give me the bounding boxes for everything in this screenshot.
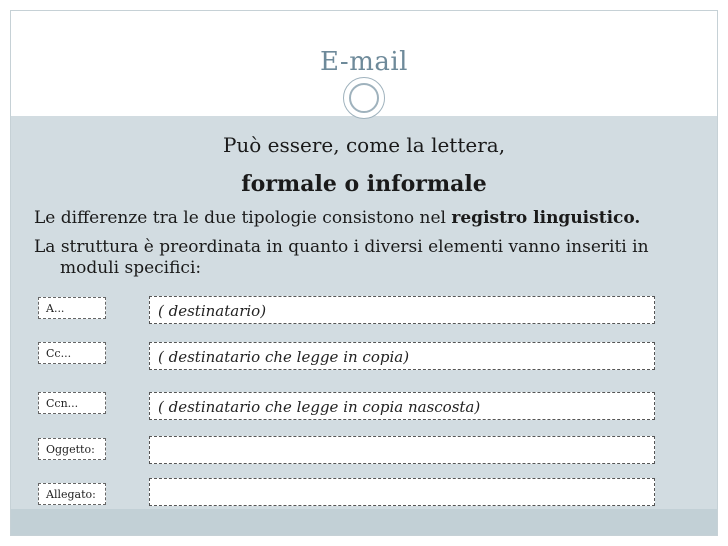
circle-ornament-icon <box>343 77 385 119</box>
label-oggetto: Oggetto: <box>38 438 106 460</box>
label-cc: Cc... <box>38 342 106 364</box>
label-ccn: Ccn... <box>38 392 106 414</box>
field-ccn[interactable]: ( destinatario che legge in copia nascosta) <box>149 392 655 420</box>
field-allegato[interactable] <box>149 478 655 506</box>
paragraph-registro <box>34 208 640 228</box>
circle-ornament-inner <box>349 83 379 113</box>
paragraph-registro-bold: registro linguistico. <box>451 208 641 228</box>
label-allegato: Allegato: <box>38 483 106 505</box>
field-oggetto[interactable] <box>149 436 655 464</box>
subtitle-line-1: Può essere, come la lettera, <box>222 133 506 157</box>
paragraph-struttura-line-2: moduli specifici: <box>60 258 202 278</box>
subtitle-line-2: formale o informale <box>241 171 487 197</box>
field-a[interactable]: ( destinatario) <box>149 296 655 324</box>
label-a: A... <box>38 297 106 319</box>
slide-title: E-mail <box>319 47 409 77</box>
paragraph-registro-text: Le differenze tra le due tipologie consistono nel <box>34 208 452 228</box>
field-cc[interactable]: ( destinatario che legge in copia) <box>149 342 655 370</box>
bottom-strip <box>11 509 717 535</box>
paragraph-struttura-line-1: La struttura è preordinata in quanto i diversi elementi vanno inseriti in <box>34 237 649 257</box>
